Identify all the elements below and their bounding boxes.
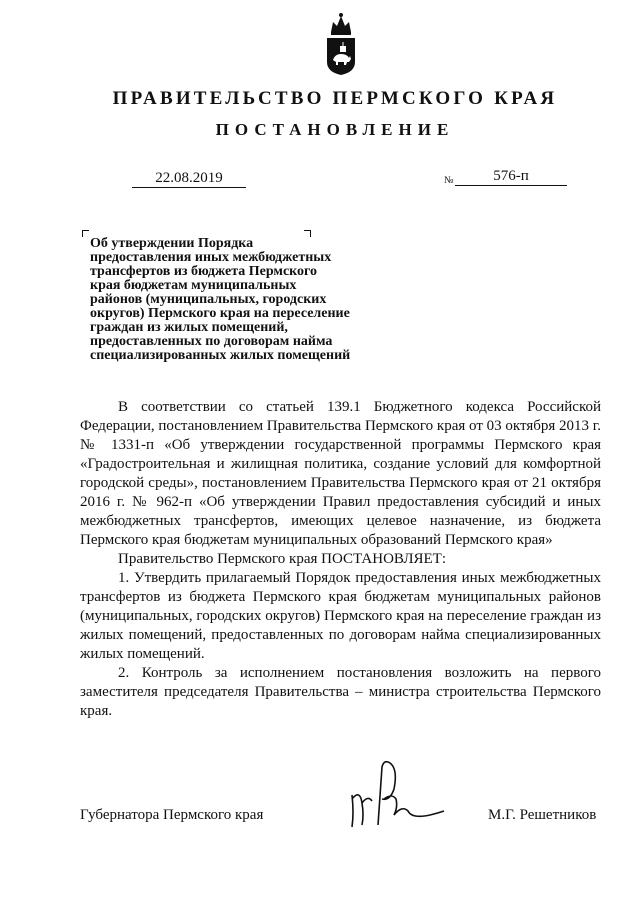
- subject-line: трансфертов из бюджета Пермского: [90, 264, 318, 279]
- item-2-paragraph: 2. Контроль за исполнением постановления возложить на первого заместителя председателя Правительства – министра строительства Пермского края.: [80, 665, 601, 719]
- subject-corner-left: [82, 230, 89, 237]
- subject-line: предоставленных по договорам найма: [90, 334, 333, 349]
- subject-line: граждан из жилых помещений,: [90, 320, 288, 335]
- item-1-paragraph: 1. Утвердить прилагаемый Порядок предоставления иных межбюджетных трансфертов из бюджета Пермского края бюджетам муниципальных районов (муниципальных, городских округов) Пермского края на переселение граждан из жилых помещений, предоставленных по договорам найма специализированных жилых помещений.: [80, 570, 601, 662]
- subject-line: районов (муниципальных, городских: [90, 292, 327, 307]
- document-body: [80, 398, 601, 721]
- document-type: ПОСТАНОВЛЕНИЕ: [215, 120, 455, 139]
- signatory-position: Губернатора Пермского края: [80, 807, 264, 823]
- subject-line: специализированных жилых помещений: [90, 348, 351, 363]
- coat-of-arms-icon: [323, 10, 359, 76]
- government-title: ПРАВИТЕЛЬСТВО ПЕРМСКОГО КРАЯ: [112, 88, 558, 109]
- subject-line: края бюджетам муниципальных: [90, 278, 297, 293]
- document-number: 576-п: [455, 168, 567, 186]
- document-date: 22.08.2019: [132, 170, 246, 188]
- preamble-paragraph: В соответствии со статьей 139.1 Бюджетного кодекса Российской Федерации, постановлением Правительства Пермского края от 03 октября 2013 г. № 1331-п «Об утверждении государственной программы Пермского края «Градостроительная и жилищная политика, создание условий для комфортной городской среды», постановлением Правительства Пермского края от 21 октября 2016 г. № 962-п «Об утверждении Правил предоставления субсидий и иных межбюджетных трансфертов, имеющих целевое назначение, из бюджета Пермского края бюджетам муниципальных образований Пермского края»: [80, 399, 601, 548]
- handwritten-signature: [338, 755, 448, 830]
- subject-corner-right: [304, 230, 311, 237]
- number-label: №: [444, 175, 454, 186]
- decree-paragraph: Правительство Пермского края ПОСТАНОВЛЯЕТ:: [118, 551, 447, 567]
- signatory-name: М.Г. Решетников: [488, 807, 597, 823]
- subject-line: округов) Пермского края на переселение: [90, 306, 350, 321]
- subject-block: [90, 237, 390, 363]
- subject-line: Об утверждении Порядка: [90, 236, 254, 251]
- subject-line: предоставления иных межбюджетных: [90, 250, 332, 265]
